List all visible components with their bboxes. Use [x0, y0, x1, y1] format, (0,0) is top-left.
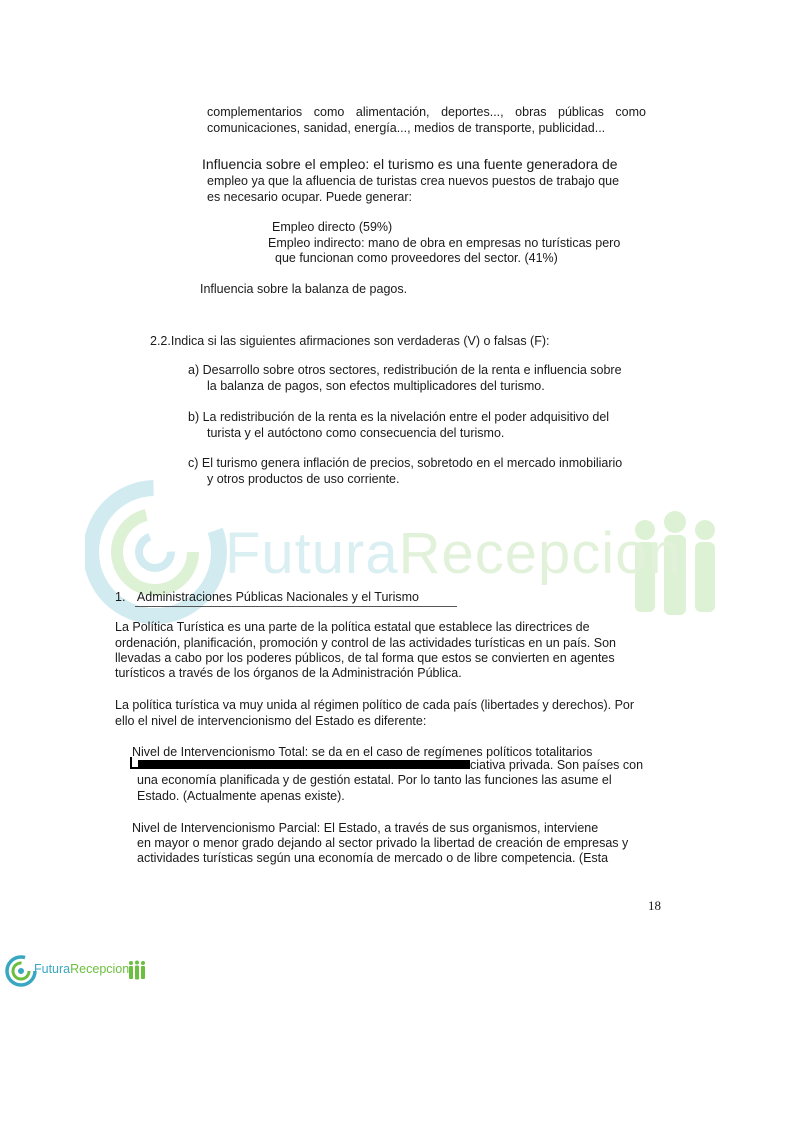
- exercise-a-line-2: la balanza de pagos, son efectos multiplicadores del turismo.: [207, 379, 545, 393]
- parcial-line-2: en mayor o menor grado dejando al sector privado la libertad de creación de empresas y: [137, 836, 629, 850]
- redaction-bar: [138, 760, 470, 769]
- section-heading: [115, 590, 419, 604]
- balanza-text: Influencia sobre la balanza de pagos.: [200, 282, 408, 296]
- exercise-c-line-1: c) El turismo genera inflación de precios, sobretodo en el mercado inmobiliario: [188, 456, 623, 470]
- parcial-line-3: actividades turísticas según una economía de mercado o de libre competencia. (Esta: [137, 851, 609, 865]
- section-number: 1.: [115, 590, 126, 604]
- watermark-text-part1: Futura: [225, 521, 399, 586]
- total-line-4: Estado. (Actualmente apenas existe).: [137, 789, 345, 803]
- paragraph1-line-2: ordenación, planificación, promoción y control de las actividades turísticas en un país. Son: [115, 636, 616, 650]
- paragraph2-line-2: ello el nivel de intervencionismo del Estado es diferente:: [115, 714, 427, 728]
- total-line-2-tail: ciativa privada. Son países con: [470, 758, 644, 772]
- footer-logo-part1: Futura: [34, 962, 71, 976]
- empleo-line-2: empleo ya que la afluencia de turistas crea nuevos puestos de trabajo que: [207, 174, 620, 188]
- section-underline: [135, 606, 457, 607]
- exercise-c-line-2: y otros productos de uso corriente.: [207, 472, 400, 486]
- section-title: Administraciones Públicas Nacionales y el Turismo: [136, 590, 419, 604]
- exercise-title: 2.2.Indica si las siguientes afirmaciones son verdaderas (V) o falsas (F):: [150, 334, 550, 348]
- footer-logo-part2: Recepcion: [70, 962, 130, 976]
- exercise-b-line-2: turista y el autóctono como consecuencia del turismo.: [207, 426, 505, 440]
- empleo-line-3: es necesario ocupar. Puede generar:: [207, 190, 412, 204]
- paragraph1-line-1: La Política Turística es una parte de la política estatal que establece las directrices de: [115, 620, 590, 634]
- empleo-indirecto-line-1: Empleo indirecto: mano de obra en empresas no turísticas pero: [268, 236, 621, 250]
- watermark-text: [225, 520, 682, 587]
- footer-logo: [4, 952, 144, 990]
- total-line-3: una economía planificada y de gestión estatal. Por lo tanto las funciones las asume el: [137, 773, 612, 787]
- page-number: 18: [648, 898, 661, 913]
- paragraph1-line-4: turísticos a través de los órganos de la Administración Pública.: [115, 666, 462, 680]
- exercise-a-line-1: a) Desarrollo sobre otros sectores, redistribución de la renta e influencia sobre: [188, 363, 622, 377]
- logo-people-icon: [128, 960, 146, 980]
- watermark-text-part2: Recepcion: [398, 521, 682, 586]
- paragraph2-line-1: La política turística va muy unida al régimen político de cada país (libertades y derechos). Por: [115, 698, 635, 712]
- empleo-indirecto-line-2: que funcionan como proveedores del sector. (41%): [275, 251, 558, 265]
- exercise-b-line-1: b) La redistribución de la renta es la nivelación entre el poder adquisitivo del: [188, 410, 610, 424]
- empleo-directo: Empleo directo (59%): [272, 220, 393, 234]
- intro-line-2: comunicaciones, sanidad, energía..., medios de transporte, publicidad...: [207, 121, 606, 135]
- footer-logo-text: [34, 962, 129, 976]
- empleo-heading: Influencia sobre el empleo: el turismo es una fuente generadora de: [202, 156, 618, 172]
- parcial-line-1: Nivel de Intervencionismo Parcial: El Estado, a través de sus organismos, interviene: [132, 821, 599, 835]
- intro-line-1: complementarios como alimentación, deportes..., obras públicas como: [207, 105, 646, 119]
- paragraph1-line-3: llevadas a cabo por los poderes públicos, de tal forma que estos se convierten en agentes: [115, 651, 615, 665]
- total-line-1: Nivel de Intervencionismo Total: se da en el caso de regímenes políticos totalitarios: [132, 745, 593, 759]
